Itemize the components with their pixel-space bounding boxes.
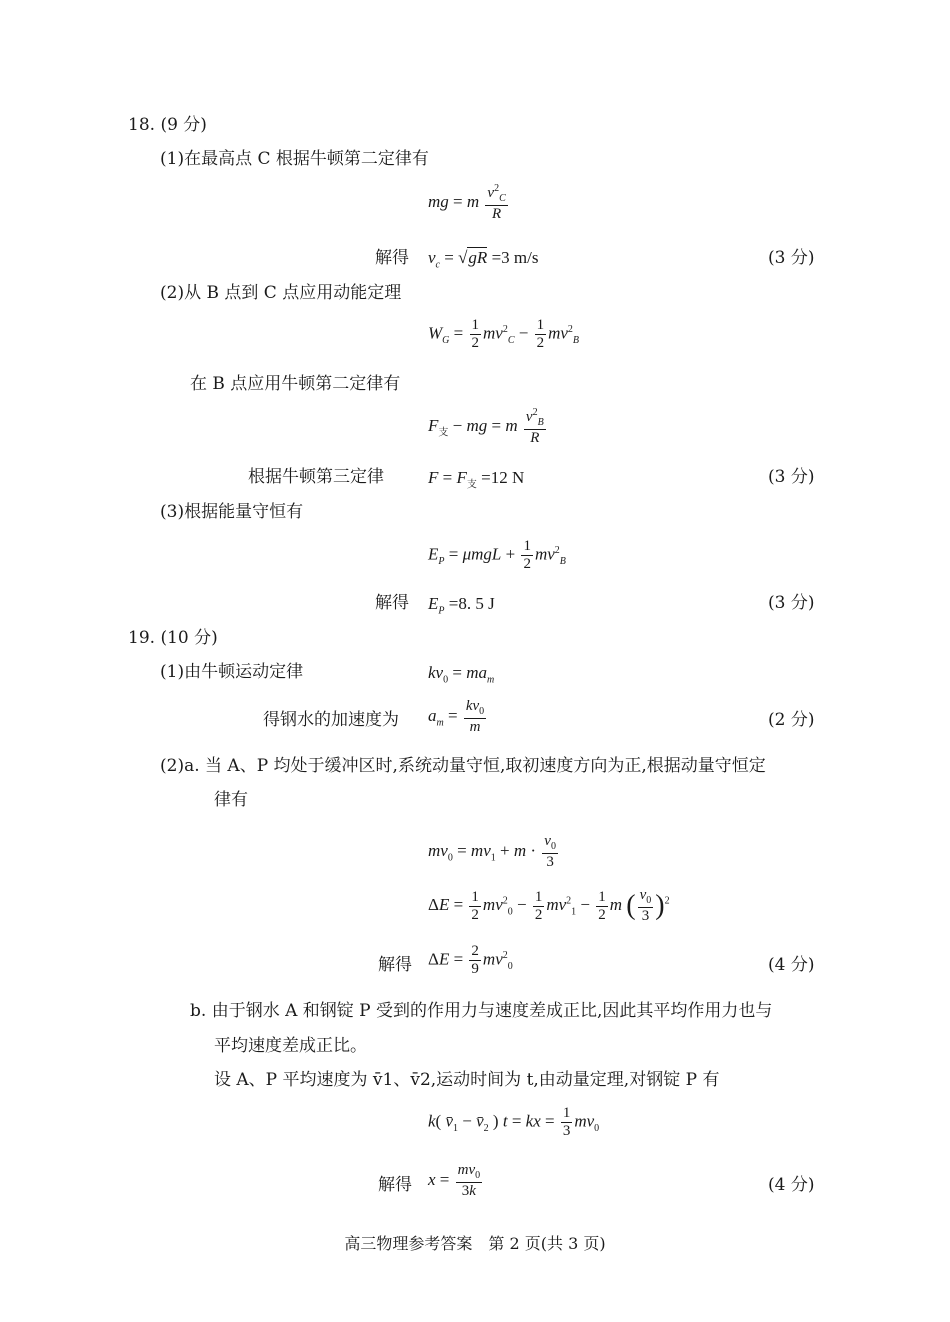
q19-part2b-solve-label: 解得 <box>378 1175 412 1195</box>
q19-header: 19. (10 分) <box>128 628 218 648</box>
q19-part1-equation: $kv_0 = ma_m$ <box>428 663 495 686</box>
q19-part2b-score: (4 分) <box>768 1175 815 1195</box>
q19-part2b-line2: 平均速度差成正比。 <box>214 1036 367 1056</box>
q18-part3-solve-label: 解得 <box>375 593 409 613</box>
q18-part3-score: (3 分) <box>768 593 815 613</box>
q19-part2a-solve-label: 解得 <box>378 955 412 975</box>
q18-part1-equation: mg = m $\frac{v^2_C}{R}$ <box>428 183 506 222</box>
q18-part3-result: $E_P =8$. 5 J <box>428 594 495 617</box>
q19-part2b-result: x = $\frac{mv_0}{3k}$ <box>428 1162 481 1199</box>
q18-part1-result: $v_c = √gR =3$ m/s <box>428 248 539 271</box>
q19-part2a-result: ΔE = $\frac{2}{9}$ $mv^2_0$ <box>428 943 513 977</box>
q18-part1-score: (3 分) <box>768 248 815 268</box>
q18-part2-title: (2)从 B 点到 C 点应用动能定理 <box>160 283 402 303</box>
q18-header: 18. (9 分) <box>128 115 207 135</box>
q18-part2-equation2: $F_支$ − mg = m $\frac{v^2_B}{R}$ <box>428 407 544 446</box>
q18-part2-subtitle: 在 B 点应用牛顿第二定律有 <box>190 374 401 394</box>
q18-part1-title: (1)在最高点 C 根据牛顿第二定律有 <box>160 149 429 169</box>
q19-part1-label2: 得钢水的加速度为 <box>263 710 399 730</box>
q19-part2a-line2: 律有 <box>214 790 248 810</box>
q18-part3-title: (3)根据能量守恒有 <box>160 502 304 522</box>
q18-part1-solve-label: 解得 <box>375 248 409 268</box>
q19-part2a-equation1: $mv_0 = mv_1 + m$ · $\frac{v_0}{3}$ <box>428 833 556 870</box>
q18-part2-equation1: $W_G$ = $\frac{1}{2}$ $mv^2_C$ − $\frac{1}{2}$ $mv^2_B$ <box>428 317 580 351</box>
q18-part3-equation: $E_P = \mu mgL$ + $\frac{1}{2}$ $mv^2_B$ <box>428 538 566 572</box>
q19-part2b-line1: b. 由于钢水 A 和钢锭 P 受到的作用力与速度差成正比,因此其平均作用力也与 <box>190 1001 773 1021</box>
q19-part2a-equation2: ΔE = $\frac{1}{2}$ $mv^2_0$ − $\frac{1}{2}$ $mv^2_1$ − $\frac{1}{2}$ m ( $\frac{v_0}{3}$ )$^2$ <box>428 887 670 924</box>
q19-part1-title: (1)由牛顿运动定律 <box>160 662 304 682</box>
q19-part2b-line3: 设 A、P 平均速度为 v̄1、v̄2,运动时间为 t,由动量定理,对钢锭 P 有 <box>214 1070 720 1090</box>
q19-part1-score: (2 分) <box>768 710 815 730</box>
page-footer: 高三物理参考答案 第 2 页(共 3 页) <box>344 1234 606 1253</box>
q18-part2-result: $F = F_支 =12$ N <box>428 468 525 491</box>
q19-part2a-score: (4 分) <box>768 955 815 975</box>
q18-part2-label3: 根据牛顿第三定律 <box>248 467 384 487</box>
q19-part1-result: $a_m$ = $\frac{kv_0}{m}$ <box>428 698 485 735</box>
q19-part2a-line1: (2)a. 当 A、P 均处于缓冲区时,系统动量守恒,取初速度方向为正,根据动量守恒定 <box>160 756 766 776</box>
q18-part2-score: (3 分) <box>768 467 815 487</box>
q19-part2b-equation: k( $v̄_1$ − $v̄_2$ ) t = kx = $\frac{1}{3}$ $mv_0$ <box>428 1105 600 1139</box>
